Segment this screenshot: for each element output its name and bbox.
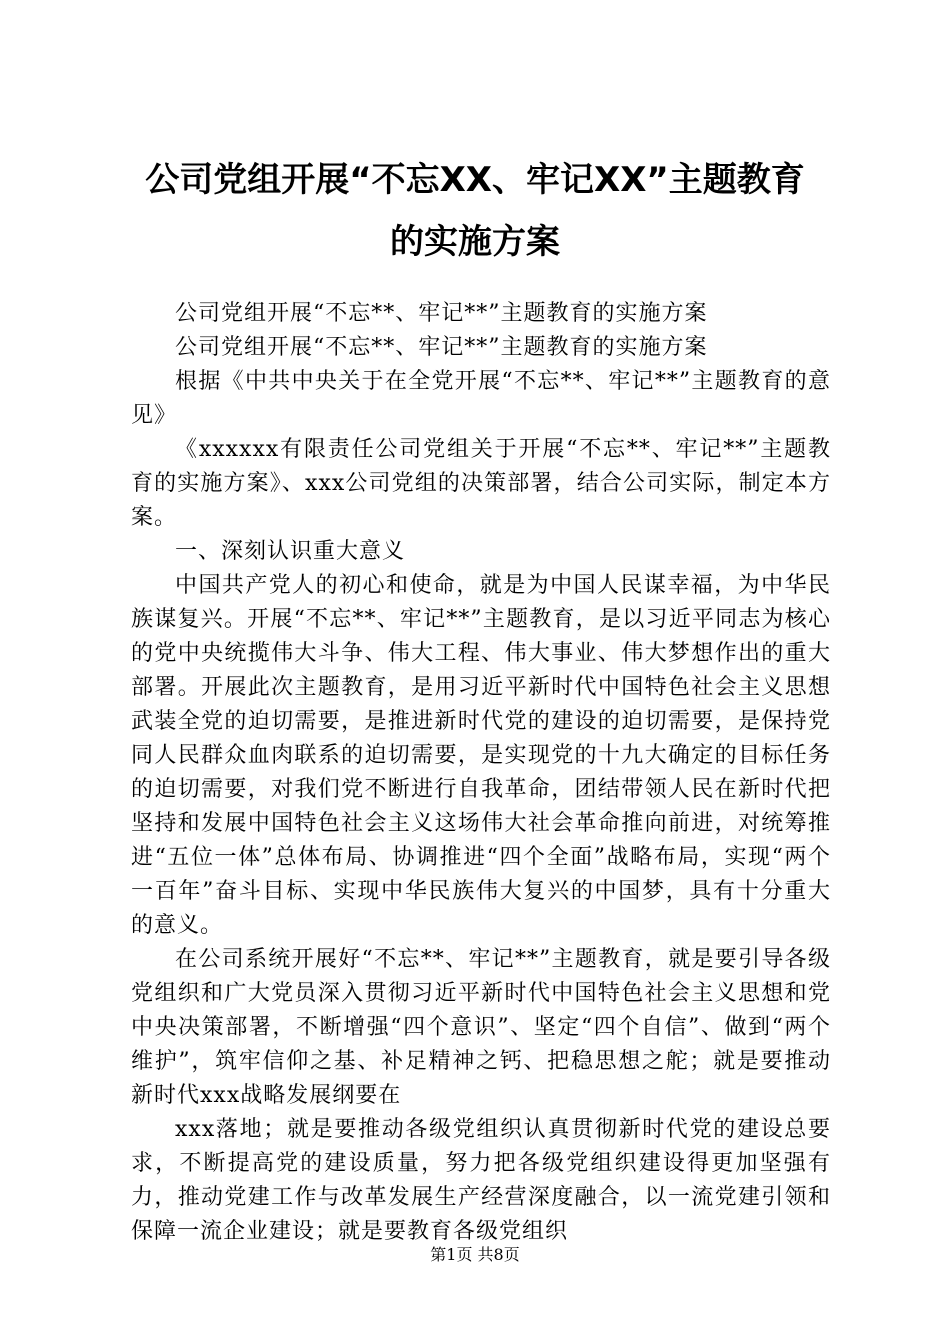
document-title-line-2: 的实施方案: [390, 222, 560, 262]
paragraph: 中国共产党人的初心和使命，就是为中国人民谋幸福，为中华民族谋复兴。开展“不忘**、牢记**”主题教育，是以习近平同志为核心的党中央统揽伟大斗争、伟大工程、伟大事业、伟大梦想作出的重大部署。开展此次主题教育，是用习近平新时代中国特色社会主义思想武装全党的迫切需要，是推进新时代党的建设的迫切需要，是保持党同人民群众血肉联系的迫切需要，是实现党的十九大确定的目标任务的迫切需要，对我们党不断进行自我革命，团结带领人民在新时代把坚持和发展中国特色社会主义这场伟大社会革命推向前进，对统筹推进“五位一体”总体布局、协调推进“四个全面”战略布局，实现“两个一百年”奋斗目标、实现中华民族伟大复兴的中国梦，具有十分重大的意义。: [131, 573, 831, 938]
paragraph: 公司党组开展“不忘**、牢记**”主题教育的实施方案: [175, 301, 708, 326]
document-title-line-1: 公司党组开展“不忘XX、牢记XX”主题教育: [145, 160, 805, 200]
page-number-footer: 第1页 共8页: [430, 1245, 520, 1264]
document-body: [131, 297, 831, 1249]
paragraph: 公司党组开展“不忘**、牢记**”主题教育的实施方案: [175, 335, 708, 360]
paragraph: xxx落地；就是要推动各级党组织认真贯彻新时代党的建设总要求，不断提高党的建设质量，努力把各级党组织建设得更加坚强有力，推动党建工作与改革发展生产经营深度融合，以一流党建引领和保障一流企业建设；就是要教育各级党组织: [131, 1117, 831, 1244]
section-heading: 一、深刻认识重大意义: [175, 539, 406, 564]
paragraph: 根据《中共中央关于在全党开展“不忘**、牢记**”主题教育的意见》: [131, 369, 831, 428]
paragraph: 《xxxxxx有限责任公司党组关于开展“不忘**、牢记**”主题教育的实施方案》、xxx公司党组的决策部署，结合公司实际，制定本方案。: [131, 437, 831, 530]
paragraph: 在公司系统开展好“不忘**、牢记**”主题教育，就是要引导各级党组织和广大党员深入贯彻习近平新时代中国特色社会主义思想和党中央决策部署，不断增强“四个意识”、坚定“四个自信”、做到“两个维护”，筑牢信仰之基、补足精神之钙、把稳思想之舵；就是要推动新时代xxx战略发展纲要在: [131, 947, 831, 1108]
